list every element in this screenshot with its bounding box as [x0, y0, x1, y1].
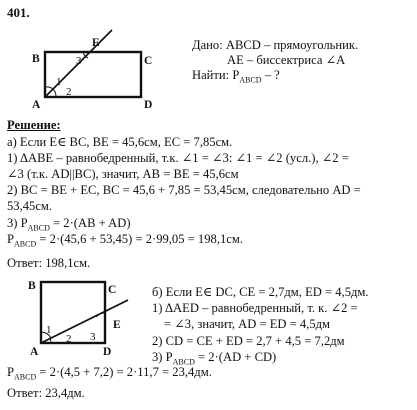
- solution-a-line-5: 53,45см.: [7, 199, 53, 213]
- b-p4-suffix: = 2·(4,5 + 7,2) = 2·11,7 = 23,4дм.: [36, 365, 212, 379]
- fig-a-label-D: D: [144, 99, 153, 111]
- find-prefix: Найти: P: [192, 68, 240, 82]
- fig-b-label-A: A: [30, 346, 39, 358]
- a-p3-sub: ABCD: [27, 223, 50, 233]
- given-line-1: Дано: ABCD – прямоугольник.: [192, 38, 359, 52]
- b-p3-sub: ABCD: [172, 357, 195, 367]
- solution-heading: Решение:: [7, 118, 61, 132]
- solution-b-line-4: 2) CD = CE + ED = 2,7 + 4,5 = 7,2дм: [152, 334, 345, 348]
- solution-a-line-4: 2) BC = BE + EC, BC = 45,6 + 7,85 = 53,45см, следовательно AD =: [7, 183, 361, 197]
- fig-a-angle-1: 1: [56, 76, 62, 88]
- solution-b-line-3: = ∠3, значит, AD = ED = 4,5дм: [164, 317, 331, 331]
- solution-b-line-5: [152, 350, 277, 367]
- answer-a: Ответ: 198,1см.: [7, 256, 91, 270]
- solution-b-line-1: б) Если E∈ DC, CE = 2,7дм, ED = 4,5дм.: [152, 285, 369, 299]
- fig-b-angle-1: 1: [46, 324, 52, 336]
- b-p3-prefix: 3) P: [152, 350, 173, 364]
- fig-b-label-B: B: [28, 280, 36, 292]
- find-suffix: – ?: [261, 68, 280, 82]
- a-p4-sub: ABCD: [14, 239, 37, 249]
- b-p4-sub: ABCD: [14, 372, 37, 382]
- a-p4-suffix: = 2·(45,6 + 53,45) = 2·99,05 = 198,1см.: [36, 232, 243, 246]
- fig-b-label-D: D: [103, 346, 112, 358]
- problem-number: 401.: [7, 5, 30, 20]
- find-sub: ABCD: [239, 75, 262, 85]
- a-p3-suffix: = 2·(AB + AD): [49, 216, 131, 230]
- solution-b-line-2: 1) ΔAED – равнобедренный, т. к. ∠2 =: [152, 301, 358, 315]
- solution-a-line-1: а) Если E∈ BC, BE = 45,6см, EC = 7,85см.: [7, 135, 233, 149]
- fig-a-label-A: A: [32, 99, 41, 111]
- fig-a-angle-2: 2: [66, 86, 72, 98]
- solution-a-line-2: 1) ΔABE – равнобедренный, т.к. ∠1 = ∠3: ∠1 = ∠2 (усл.), ∠2 =: [7, 151, 349, 165]
- fig-a-label-C: C: [144, 55, 153, 67]
- b-p4-prefix: P: [7, 365, 15, 379]
- fig-b-angle-2: 2: [66, 333, 72, 345]
- fig-a-angle-3: 3: [76, 55, 82, 67]
- fig-b-label-E: E: [113, 319, 121, 331]
- solution-a-line-3: ∠3 (т.к. AD||BC), значит, AB = BE = 45,6см: [7, 167, 239, 181]
- a-p4-prefix: P: [7, 232, 15, 246]
- b-p3-suffix: = 2·(AD + CD): [194, 350, 277, 364]
- fig-a-label-E: E: [92, 37, 100, 49]
- solution-b-line-6: [7, 365, 212, 382]
- fig-b-angle-3: 3: [90, 331, 96, 343]
- fig-a-label-B: B: [32, 53, 40, 65]
- given-line-2: AE – биссектриса ∠A: [227, 53, 346, 67]
- a-p3-prefix: 3) P: [7, 216, 28, 230]
- fig-b-label-C: C: [108, 284, 117, 296]
- answer-b: Ответ: 23,4дм.: [7, 386, 85, 400]
